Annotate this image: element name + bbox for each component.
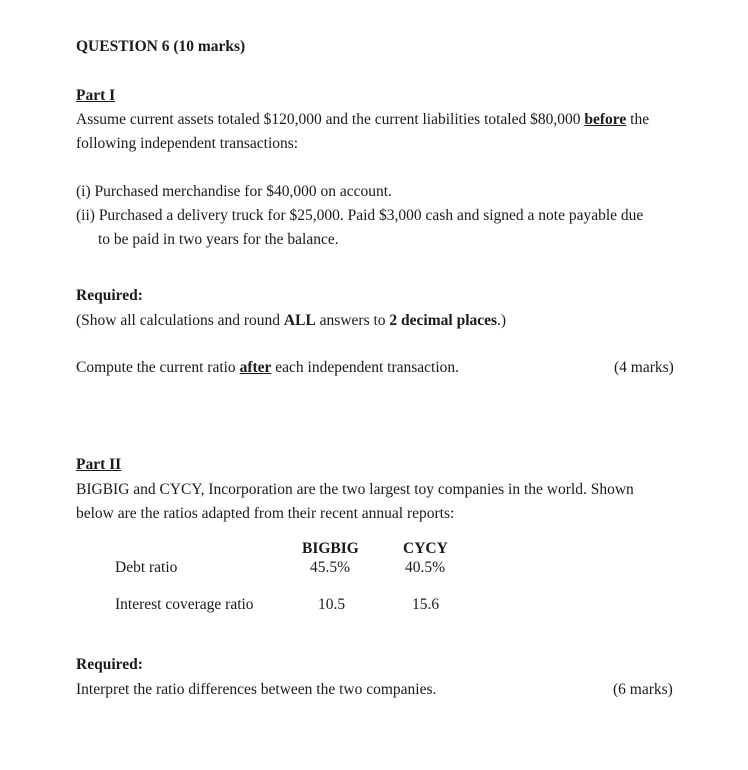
table-cell-interest-cycy: 15.6 (412, 596, 440, 613)
part1-intro-line1: Assume current assets totaled $120,000 and the current liabilities totaled $80,000 before the (76, 111, 650, 128)
part1-required-label: Required: (76, 287, 143, 304)
part2-task: Interpret the ratio differences between the two companies. (76, 681, 437, 698)
table-cell-interest-bigbig: 10.5 (318, 596, 346, 613)
transaction-item-1: (i) Purchased merchandise for $40,000 on account. (76, 183, 392, 200)
table-header-bigbig: BIGBIG (302, 540, 359, 557)
table-row-label-debt: Debt ratio (115, 559, 178, 576)
transaction-item-2: (ii) Purchased a delivery truck for $25,000. Paid $3,000 cash and signed a note payable due (76, 207, 644, 224)
part2-intro-line2: below are the ratios adapted from their recent annual reports: (76, 505, 455, 522)
table-cell-debt-cycy: 40.5% (405, 559, 446, 576)
table-row-label-interest: Interest coverage ratio (115, 596, 254, 613)
before-emphasis: before (584, 111, 627, 128)
part1-instruction: (Show all calculations and round ALL answers to 2 decimal places.) (76, 312, 507, 329)
table-header-cycy: CYCY (403, 540, 448, 557)
part2-intro-line1: BIGBIG and CYCY, Incorporation are the two largest toy companies in the world. Shown (76, 481, 634, 498)
part1-task: Compute the current ratio after each independent transaction. (76, 359, 460, 376)
after-emphasis: after (239, 359, 272, 376)
part1-heading: Part I (76, 87, 116, 104)
part2-heading: Part II (76, 456, 122, 473)
table-cell-debt-bigbig: 45.5% (310, 559, 351, 576)
part2-required-label: Required: (76, 656, 143, 673)
transaction-item-2-cont: to be paid in two years for the balance. (98, 231, 339, 248)
part1-intro-line2: following independent transactions: (76, 135, 299, 152)
part1-marks: (4 marks) (614, 359, 674, 376)
question-title: QUESTION 6 (10 marks) (76, 38, 246, 55)
part2-marks: (6 marks) (613, 681, 673, 698)
